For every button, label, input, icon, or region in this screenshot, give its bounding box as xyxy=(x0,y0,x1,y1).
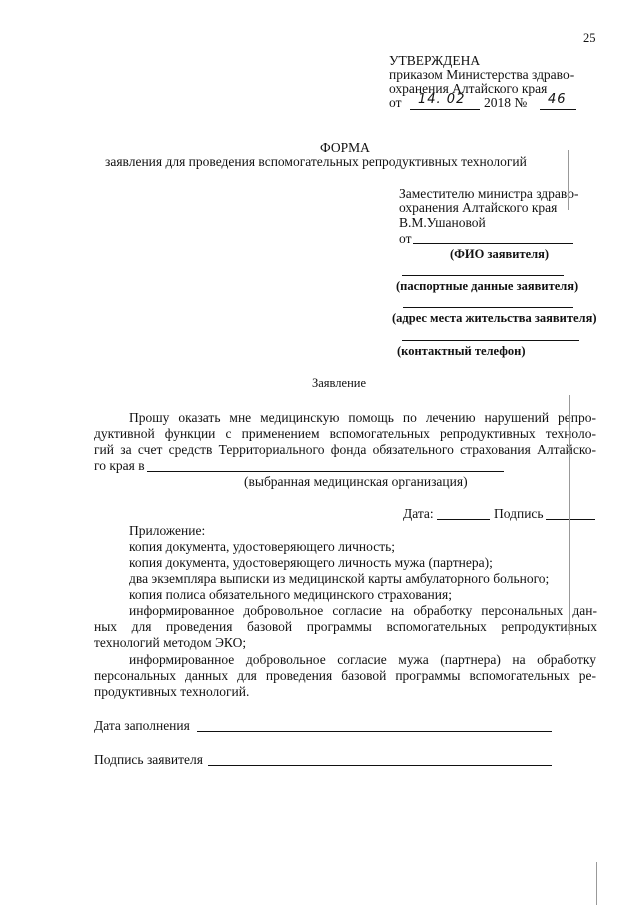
applicant-signature-underline xyxy=(208,765,552,766)
form-title: ФОРМА xyxy=(320,140,370,155)
addressee-line-1: Заместителю министра здраво- xyxy=(399,186,579,201)
approval-date-prefix: от xyxy=(389,95,402,110)
attachment-item-1: копия документа, удостоверяющего личность; xyxy=(129,539,396,554)
attachment-item-2: копия документа, удостоверяющего личность мужа (партнера); xyxy=(129,555,493,570)
attachments-heading: Приложение: xyxy=(129,523,206,538)
attachment-item-3: два экземпляра выписки из медицинской карты амбулаторного больного; xyxy=(129,571,550,586)
approval-date-underline xyxy=(410,109,480,110)
date-label: Дата: xyxy=(403,506,434,521)
approval-title: УТВЕРЖДЕНА xyxy=(389,53,481,68)
page-number: 25 xyxy=(583,31,596,45)
phone-label: (контактный телефон) xyxy=(397,344,526,358)
passport-label: (паспортные данные заявителя) xyxy=(396,279,579,293)
attachment-item-4: копия полиса обязательного медицинского страхования; xyxy=(129,587,452,602)
fill-date-underline xyxy=(197,731,552,732)
approval-number-underline xyxy=(540,109,576,110)
passport-underline xyxy=(402,275,564,276)
signature-label: Подпись xyxy=(494,506,544,521)
applicant-signature-label: Подпись заявителя xyxy=(94,752,203,767)
statement-line-1: Прошу оказать мне медицинскую помощь по лечению нарушений репро- xyxy=(129,410,596,425)
form-subtitle: заявления для проведения вспомогательных репродуктивных технологий xyxy=(105,154,527,169)
statement-line-2: дуктивной функции с применением вспомогательных репродуктивных техноло- xyxy=(94,426,596,441)
statement-heading: Заявление xyxy=(312,376,367,390)
fio-underline xyxy=(413,243,573,244)
attachment-item-6-line-1: информированное добровольное согласие мужа (партнера) на обработку xyxy=(129,652,596,667)
attachment-item-5-line-3: технологий методом ЭКО; xyxy=(94,635,247,650)
scan-fold-line xyxy=(568,150,569,210)
approval-year: 2018 № xyxy=(484,95,528,110)
addressee-from: от xyxy=(399,231,412,246)
organization-label: (выбранная медицинская организация) xyxy=(244,474,468,489)
signature-underline xyxy=(546,519,595,520)
approval-number-handwritten: 46 xyxy=(548,92,567,107)
scan-fold-line xyxy=(569,395,570,635)
statement-line-4: го края в xyxy=(94,458,145,473)
fio-label: (ФИО заявителя) xyxy=(450,247,550,261)
date-underline xyxy=(437,519,490,520)
fill-date-label: Дата заполнения xyxy=(94,718,190,733)
scan-edge-line xyxy=(596,862,597,905)
addressee-line-2: охранения Алтайского края xyxy=(399,200,558,215)
address-label: (адрес места жительства заявителя) xyxy=(392,311,597,325)
addressee-line-3: В.М.Ушановой xyxy=(399,215,486,230)
attachment-item-6-line-2: персональных данных для проведения базовой программы вспомогательных ре- xyxy=(94,668,596,683)
attachment-item-6-line-3: продуктивных технологий. xyxy=(94,684,250,699)
address-underline xyxy=(403,307,573,308)
attachment-item-5-line-2: ных для проведения базовой программы вспомогательных репродуктивных xyxy=(94,619,597,634)
approval-line-1: приказом Министерства здраво- xyxy=(389,67,575,82)
approval-line-2: охранения Алтайского края xyxy=(389,81,548,96)
attachment-item-5-line-1: информированное добровольное согласие на обработку персональных дан- xyxy=(129,603,597,618)
statement-line-3: гий за счет средств Территориального фонда обязательного страхования Алтайско- xyxy=(94,442,596,457)
phone-underline xyxy=(402,340,579,341)
organization-underline xyxy=(147,471,504,472)
approval-date-handwritten: 14. 02 xyxy=(418,92,466,107)
